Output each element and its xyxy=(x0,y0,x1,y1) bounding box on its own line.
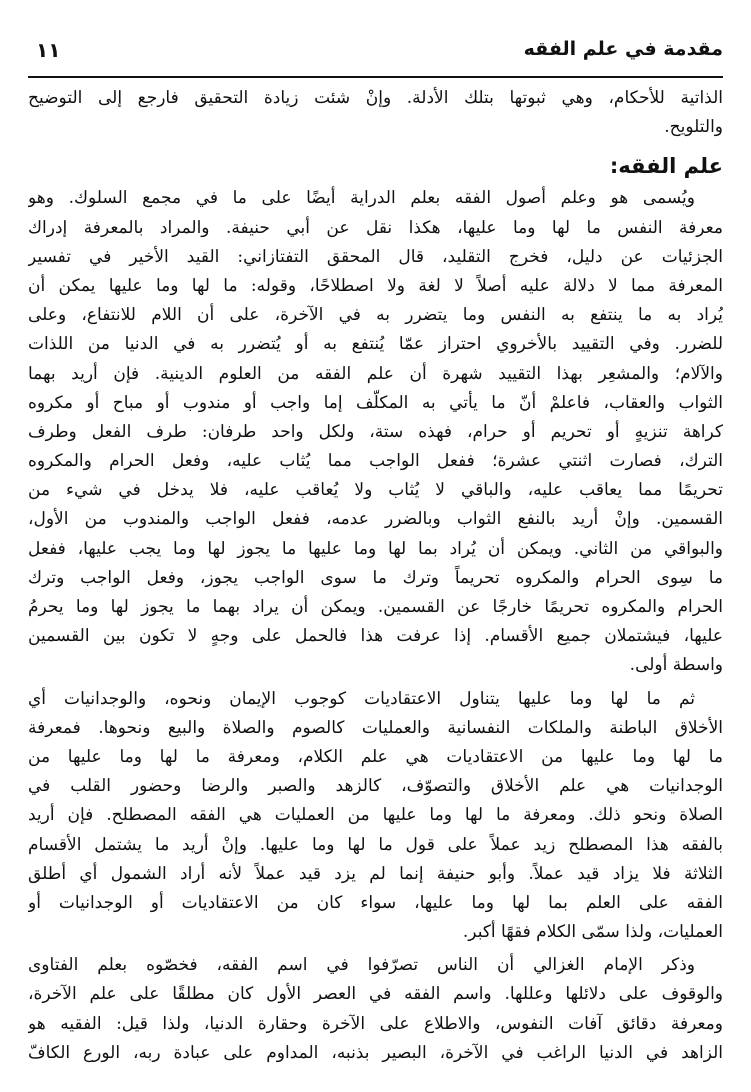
text-line: ثم ما لها وما عليها يتناول الاعتقاديات كوجوب الإيمان ونحوه، والوجدانيات أي xyxy=(28,688,695,709)
text-line: الفقه على العلم بما لها وما عليها، سواء كان من الاعتقاديات أو الوجدانيات أو xyxy=(28,892,723,913)
text-line: والتلويح. xyxy=(664,117,723,138)
text-line: معرفة النفس ما لها وما عليها، هكذا نقل عن أبي حنيفة. والمراد بالمعرفة إدراك xyxy=(28,217,723,238)
text-line: ما سِوى الحرام والمكروه تحريماً وترك ما سوى الواجب يجوز، وفعل الواجب وترك xyxy=(28,567,723,588)
text-line: الأخلاق الباطنة والملكات النفسانية والعمليات كالصوم والصلاة والبيع ونحوها. فمعرفة xyxy=(28,717,723,738)
text-line: ما لها وما عليها من الاعتقاديات هي علم الكلام، ومعرفة ما لها وما عليها من xyxy=(28,746,723,767)
text-line: عليها، فيشتملان جميع الأقسام. إذا عرفت هذا فالحمل على وجهٍ لا تكون بين القسمين xyxy=(28,626,723,647)
text-line: والوقوف على دلائلها وعللها. واسم الفقه في العصر الأول كان مطلقًا على علم الآخرة، xyxy=(28,984,723,1005)
paragraph-2 xyxy=(28,685,723,948)
intro-paragraph xyxy=(28,84,723,142)
text-line: والآلام؛ والمشعِر بهذا التقييد شهرة أن علم الفقه من العلوم الدينية. فإن أريد بهما xyxy=(28,363,723,384)
text-line: الجزئيات عن دليل، فخرج التقليد، قال المحقق التفتازاني: القيد الأخير في تفسير xyxy=(28,246,723,267)
text-line: الزاهد في الدنيا الراغب في الآخرة، البصير بذنبه، المداوم على عبادة ربه، الورع الكافّ xyxy=(28,1042,723,1063)
text-line: الوجدانيات هي علم الأخلاق والتصوّف، كالزهد والصبر والرضا وحضور القلب في xyxy=(28,776,723,797)
running-title: مقدمة في علم الفقه xyxy=(523,38,723,60)
text-line: العمليات، ولذا سمّى الكلام فقهًا أكبر. xyxy=(462,922,723,943)
text-line: الصلاة ونحو ذلك. ومعرفة ما لها وما عليها من العمليات هي الفقه المصطلح. فإن أريد xyxy=(28,805,723,826)
text-line: وذكر الإمام الغزالي أن الناس تصرّفوا في اسم الفقه، فخصّوه بعلم الفتاوى xyxy=(28,955,695,976)
paragraph-3 xyxy=(28,951,723,1068)
text-line: يُراد به ما ينتفع به النفس وما يتضرر به في الآخرة، على أن اللام للانتفاع، وعلى xyxy=(28,305,723,326)
text-line: كراهة تنزيهٍ أو تحريم أو حرام، فهذه ستة، ولكل واحد طرفان: طرف الفعل وطرف xyxy=(28,421,723,442)
text-line: الثلاثة فلا يزاد قيد عملاً. وأبو حنيفة إنما لم يزد قيد عملاً لأنه أراد الشمول أي أطلق xyxy=(28,863,723,884)
text-line: الترك، فصارت اثنتي عشرة؛ ففعل الواجب مما يُثاب عليه، وفعل الحرام والمكروه xyxy=(28,451,723,472)
text-line: الثواب والعقاب، فاعلمْ أنّ ما يأتي به المكلّف إما واجب أو مندوب أو مباح أو مكروه xyxy=(28,392,723,413)
text-line: ومعرفة دقائق آفات النفوس، والاطلاع على الآخرة وحقارة الدنيا، ولذا قيل: الفقيه هو xyxy=(28,1013,723,1034)
text-line: واسطة أولى. xyxy=(629,655,723,676)
page-number: ١١ xyxy=(36,38,61,62)
text-line: للضرر. وفي التقييد بالأخروي احتراز عمّا يُنتفع به أو يُتضرر به في الدنيا من اللذات xyxy=(28,334,723,355)
text-line: تحريمًا مما يعاقب عليه، والباقي لا يُثاب ولا يُعاقب عليه، فلا يدخل في شيء من xyxy=(28,480,723,501)
body-text xyxy=(28,84,723,1084)
page-header xyxy=(28,36,723,78)
text-line: القسمين. وإنْ أريد بالنفع الثواب وبالضرر عدمه، ففعل الواجب والمندوب من الأول، xyxy=(28,509,723,530)
paragraph-1 xyxy=(28,184,723,680)
text-line: والبواقي من الثاني. ويمكن أن يُراد بما لها وما عليها ما يجوز لها وما يجب عليها، ففعل xyxy=(28,538,723,559)
text-line: الحرام والمكروه تحريمًا خارجًا عن القسمين. ويمكن أن يراد بهما ما يجوز لها وما يحرمُ xyxy=(28,597,723,617)
text-line: المعرفة مما لا دلالة عليه أصلاً لا لغة ولا اصطلاحًا، وقوله: ما لها وما عليها يمكن أن xyxy=(28,275,723,296)
text-line: بالفقه هذا المصطلح زيد عملاً على قول ما لها وما عليها. وإنْ أريد ما يشتمل الأقسام xyxy=(28,834,723,855)
text-line: ويُسمى هو وعلم أصول الفقه بعلم الدراية أيضًا على ما في مجمع السلوك. وهو xyxy=(28,188,695,209)
section-heading: علم الفقه: xyxy=(609,154,723,179)
text-line: الذاتية للأحكام، وهي ثبوتها بتلك الأدلة. وإنْ شئت زيادة التحقيق فارجع إلى التوضيح xyxy=(28,88,723,108)
